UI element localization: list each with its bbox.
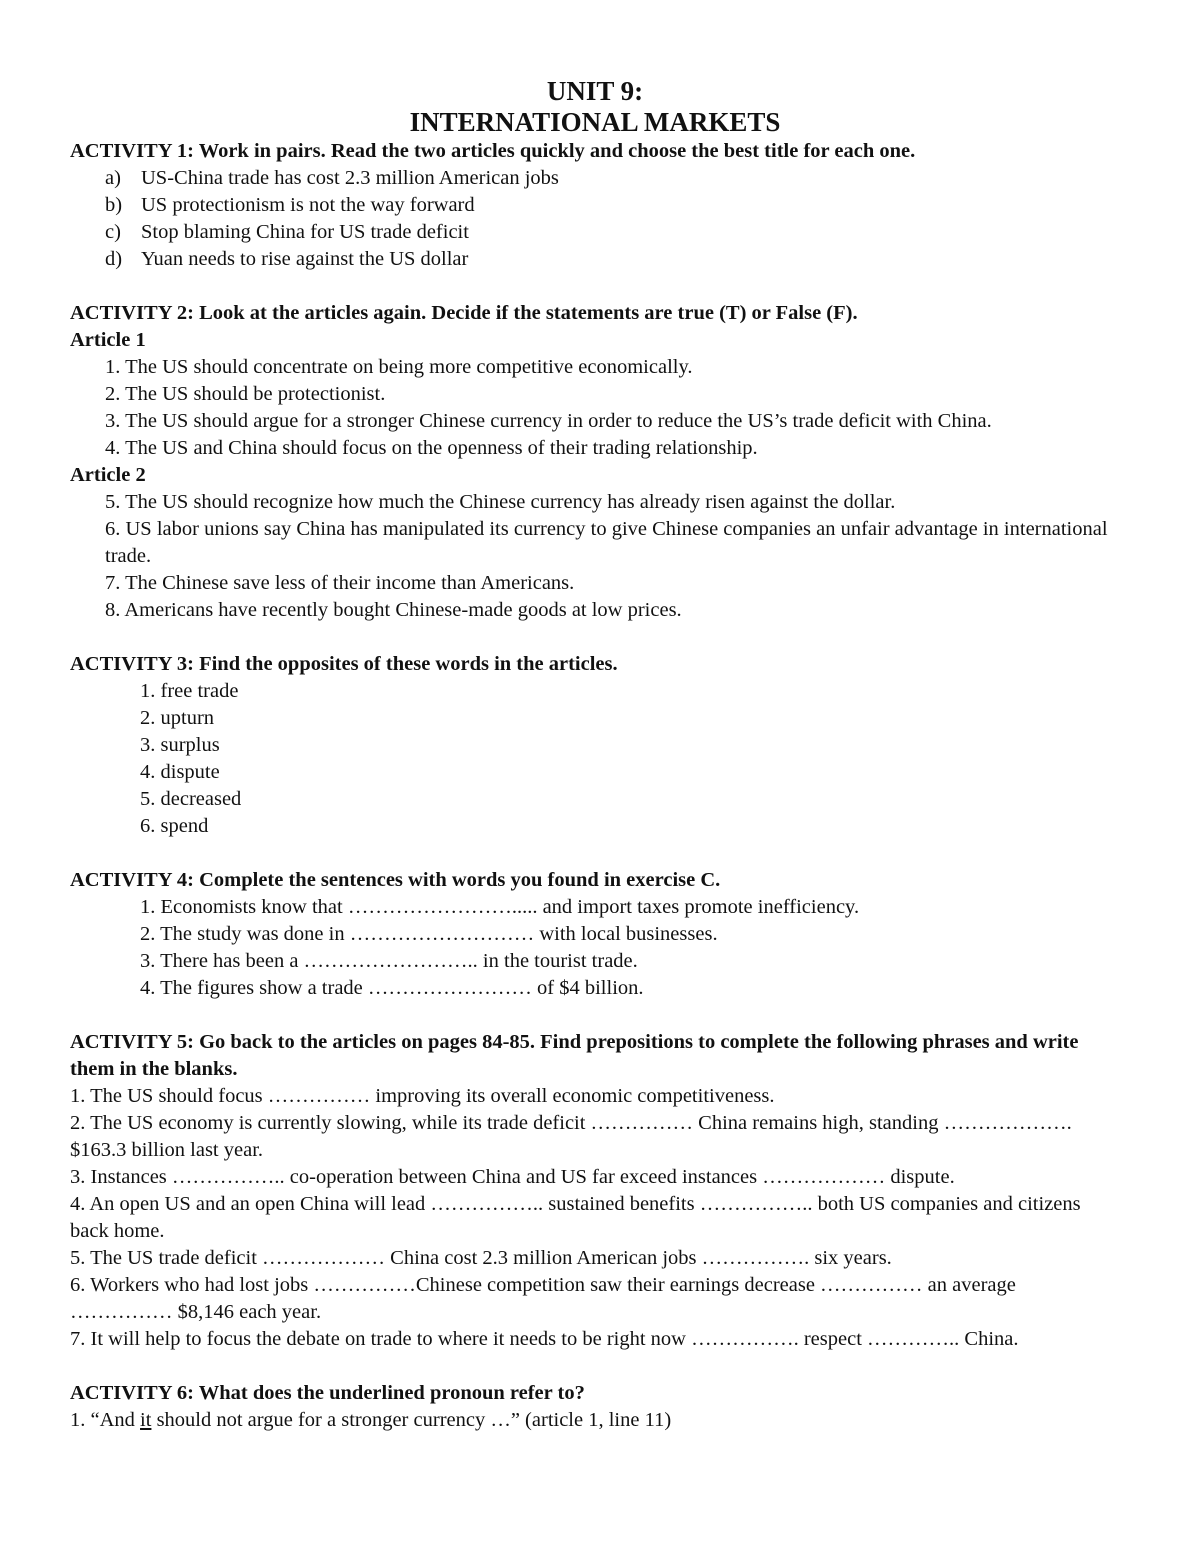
underlined-pronoun: it: [140, 1409, 152, 1431]
unit-title: UNIT 9:: [546, 76, 644, 106]
activity-6: [70, 1380, 1120, 1434]
option-letter: b): [105, 194, 123, 216]
option-text: Stop blaming China for US trade deficit: [141, 221, 469, 243]
word-item: 4. dispute: [140, 761, 220, 783]
statement-8: 8. Americans have recently bought Chinese-made goods at low prices.: [105, 599, 682, 621]
spacer: [70, 624, 1120, 651]
option-letter: a): [105, 167, 121, 189]
phrase-item: 3. Instances …………….. co-operation between China and US far exceed instances ……………… dispute.: [70, 1166, 955, 1188]
activity-1-heading: ACTIVITY 1: Work in pairs. Read the two articles quickly and choose the best title for each one.: [70, 140, 916, 162]
option-text: US-China trade has cost 2.3 million American jobs: [141, 167, 559, 189]
word-item: 3. surplus: [140, 734, 220, 756]
word-item: 2. upturn: [140, 707, 215, 729]
statement-1: 1. The US should concentrate on being more competitive economically.: [105, 356, 693, 378]
article-1-label: Article 1: [70, 329, 146, 351]
spacer: [70, 273, 1120, 300]
statement-3: 3. The US should argue for a stronger Chinese currency in order to reduce the US’s trade deficit with China.: [105, 410, 992, 432]
title-option-d: [70, 246, 1120, 273]
phrase-item: 2. The US economy is currently slowing, while its trade deficit …………… China remains high, standing ………………. $163.3 billion last year.: [70, 1112, 1072, 1161]
pronoun-item: [70, 1407, 1120, 1434]
option-text: US protectionism is not the way forward: [141, 194, 475, 216]
statement-4: 4. The US and China should focus on the openness of their trading relationship.: [105, 437, 758, 459]
title-option-c: [70, 219, 1120, 246]
article-2-label: Article 2: [70, 464, 146, 486]
statement-2: 2. The US should be protectionist.: [105, 383, 386, 405]
activity-5: [70, 1029, 1120, 1353]
unit-subtitle: INTERNATIONAL MARKETS: [409, 107, 781, 137]
spacer: [70, 1353, 1120, 1380]
phrase-item: 6. Workers who had lost jobs ……………Chinese competition saw their earnings decrease …………… an average …………… $8,146 each year.: [70, 1274, 1016, 1323]
word-item: 5. decreased: [140, 788, 242, 810]
spacer: [70, 1002, 1120, 1029]
word-item: 1. free trade: [140, 680, 239, 702]
phrase-item: 4. An open US and an open China will lead …………….. sustained benefits …………….. both US companies and citizens back home.: [70, 1193, 1081, 1242]
sentence-item: 4. The figures show a trade …………………… of $4 billion.: [140, 977, 644, 999]
statement-5: 5. The US should recognize how much the Chinese currency has already risen against the dollar.: [105, 491, 896, 513]
statement-6: 6. US labor unions say China has manipulated its currency to give Chinese companies an unfair advantage in international trade.: [105, 518, 1108, 567]
phrase-item: 1. The US should focus …………… improving its overall economic competitiveness.: [70, 1085, 775, 1107]
activity-6-heading: ACTIVITY 6: What does the underlined pronoun refer to?: [70, 1382, 585, 1404]
activity-4: [70, 867, 1120, 1002]
activity-2: [70, 300, 1120, 624]
activity-5-heading: ACTIVITY 5: Go back to the articles on pages 84-85. Find prepositions to complete the following phrases and write them in the blanks.: [70, 1031, 1079, 1080]
sentence-item: 1. Economists know that ……………………..... and import taxes promote inefficiency.: [140, 896, 860, 918]
sentence-item: 3. There has been a …………………….. in the tourist trade.: [140, 950, 638, 972]
phrase-item: 5. The US trade deficit ……………… China cost 2.3 million American jobs ……………. six years.: [70, 1247, 892, 1269]
spacer: [70, 840, 1120, 867]
option-letter: c): [105, 221, 121, 243]
title-option-a: [70, 165, 1120, 192]
word-item: 6. spend: [140, 815, 209, 837]
statement-7: 7. The Chinese save less of their income than Americans.: [105, 572, 575, 594]
title-option-b: [70, 192, 1120, 219]
activity-2-heading: ACTIVITY 2: Look at the articles again. Decide if the statements are true (T) or False (F).: [70, 302, 858, 324]
activity-1: [70, 138, 1120, 273]
option-letter: d): [105, 248, 123, 270]
activity-4-heading: ACTIVITY 4: Complete the sentences with words you found in exercise C.: [70, 869, 721, 891]
option-text: Yuan needs to rise against the US dollar: [141, 248, 469, 270]
pronoun-item-suffix: should not argue for a stronger currency …” (article 1, line 11): [151, 1409, 672, 1431]
activity-3: [70, 651, 1120, 840]
activity-3-heading: ACTIVITY 3: Find the opposites of these words in the articles.: [70, 653, 618, 675]
phrase-item: 7. It will help to focus the debate on trade to where it needs to be right now ……………. respect ………….. China.: [70, 1328, 1019, 1350]
pronoun-item-prefix: 1. “And: [70, 1409, 141, 1431]
sentence-item: 2. The study was done in ……………………… with local businesses.: [140, 923, 718, 945]
